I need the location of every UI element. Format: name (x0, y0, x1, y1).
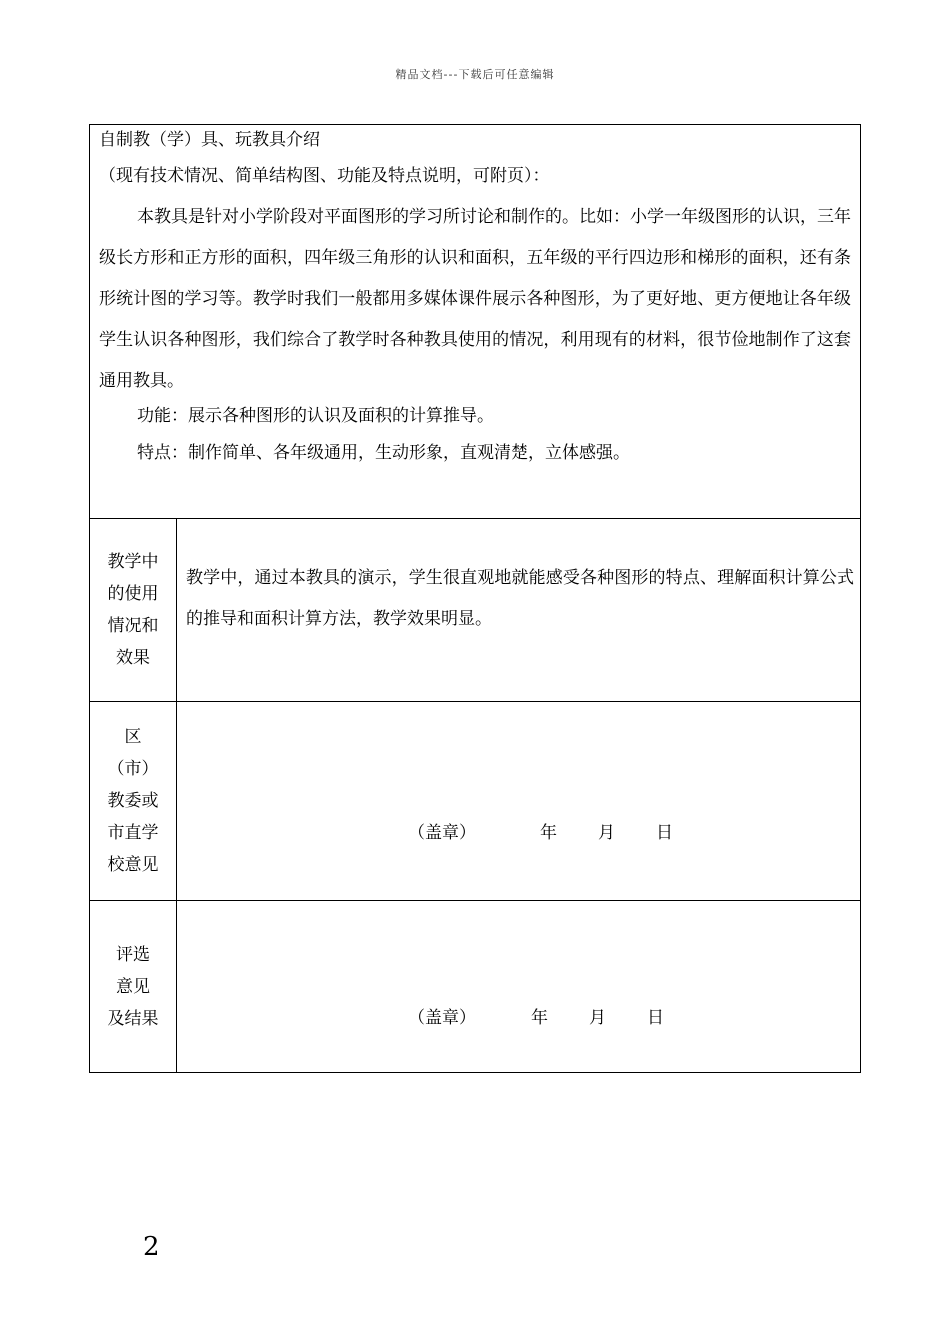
district-label-line: （市） (107, 759, 159, 779)
usage-label-line: 效果 (116, 647, 150, 668)
function-line: 功能：展示各种图形的认识及面积的计算推导。 (137, 406, 494, 426)
description-paragraph: 本教具是针对小学阶段对平面图形的学习所讨论和制作的。比如：小学一年级图形的认识，三年级长方形和正方形的面积，四年级三角形的认识和面积，五年级的平行四边形和梯形的面积，还有条形统计图的学习等。教学时我们一般都用多媒体课件展示各种图形，为了更好地、更方便地让各年级学生认识各种图形，我们综合了教学时各种教具使用的情况，利用现有的材料，很节俭地制作了这套通用教具。 (99, 207, 851, 391)
usage-row (90, 518, 860, 702)
day-label: 日 (647, 1008, 664, 1028)
evaluation-label-line: 意见 (116, 976, 150, 997)
district-label-line: 区 (124, 727, 142, 747)
district-label-line: 校意见 (107, 855, 159, 875)
section-subtitle: （现有技术情况、简单结构图、功能及特点说明，可附页）： (99, 166, 550, 186)
year-label: 年 (540, 823, 557, 843)
evaluation-row (90, 901, 860, 1072)
district-label-line: 教委或 (107, 791, 159, 811)
usage-label-line: 教学中 (107, 551, 159, 572)
district-opinion-row (90, 702, 860, 901)
usage-label-line: 情况和 (107, 615, 159, 636)
seal-label: （盖章） (408, 1008, 476, 1028)
evaluation-label-line: 评选 (116, 944, 150, 965)
page-header: 精品文档---下载后可任意编辑 (395, 68, 555, 81)
month-label: 月 (598, 823, 615, 843)
seal-label: （盖章） (408, 823, 476, 843)
usage-content: 教学中，通过本教具的演示，学生很直观地就能感受各种图形的特点、理解面积计算公式的推导和面积计算方法，教学效果明显。 (186, 568, 854, 629)
evaluation-label-line: 及结果 (107, 1008, 159, 1029)
description-section (90, 125, 860, 519)
page-number: 2 (143, 1232, 160, 1262)
district-label-cell (90, 702, 177, 900)
features-line: 特点：制作简单、各年级通用，生动形象，直观清楚，立体感强。 (137, 443, 630, 463)
evaluation-label-cell (90, 901, 177, 1072)
district-label-line: 市直学 (107, 823, 159, 843)
day-label: 日 (656, 823, 673, 843)
year-label: 年 (531, 1008, 548, 1028)
usage-label-cell (90, 518, 177, 701)
month-label: 月 (589, 1008, 606, 1028)
form-table (89, 124, 861, 1073)
usage-label-line: 的使用 (107, 583, 159, 604)
section-title: 自制教（学）具、玩教具介绍 (99, 130, 320, 150)
